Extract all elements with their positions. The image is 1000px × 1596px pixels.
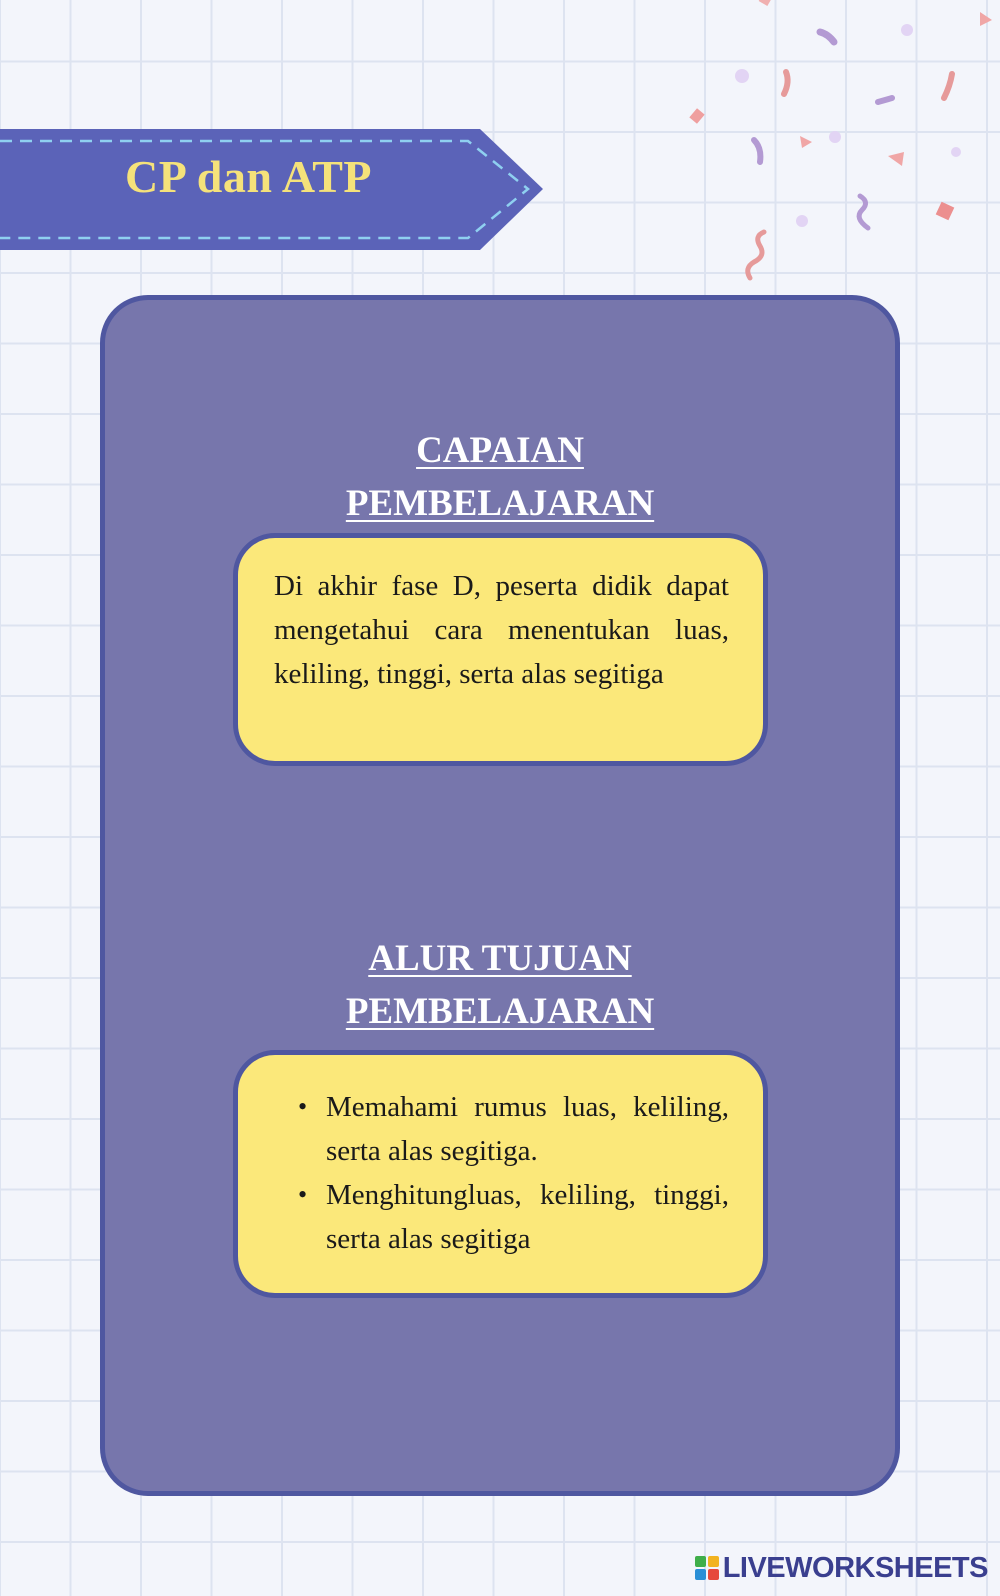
capaian-title bbox=[0, 424, 1000, 530]
alur-item-text: Memahami rumus luas, keliling, serta alas segitiga. bbox=[326, 1091, 729, 1167]
capaian-title-line2: PEMBELAJARAN bbox=[345, 483, 655, 524]
confetti-decoration bbox=[680, 0, 1000, 300]
bullet-icon: • bbox=[298, 1092, 308, 1121]
alur-item-text: Menghitungluas, keliling, tinggi, serta alas segitiga bbox=[326, 1179, 729, 1255]
capaian-text: Di akhir fase D, peserta didik dapat mengetahui cara menentukan luas, keliling, tinggi, serta alas segitiga bbox=[274, 570, 729, 690]
alur-title-line2: PEMBELAJARAN bbox=[345, 991, 655, 1032]
alur-title-line1: ALUR TUJUAN bbox=[368, 938, 632, 979]
page-title: CP dan ATP bbox=[125, 151, 372, 202]
bullet-icon: • bbox=[298, 1180, 308, 1209]
list-item bbox=[290, 1173, 729, 1261]
list-item bbox=[290, 1085, 729, 1173]
alur-title bbox=[0, 932, 1000, 1038]
logo-text: LIVEWORKSHEETS bbox=[722, 1551, 988, 1584]
capaian-box bbox=[233, 533, 768, 766]
liveworksheets-logo[interactable] bbox=[694, 1551, 988, 1585]
alur-box bbox=[233, 1050, 768, 1298]
capaian-title-line1: CAPAIAN bbox=[416, 430, 584, 471]
alur-list bbox=[290, 1085, 729, 1261]
liveworksheets-logo-icon bbox=[694, 1555, 720, 1581]
